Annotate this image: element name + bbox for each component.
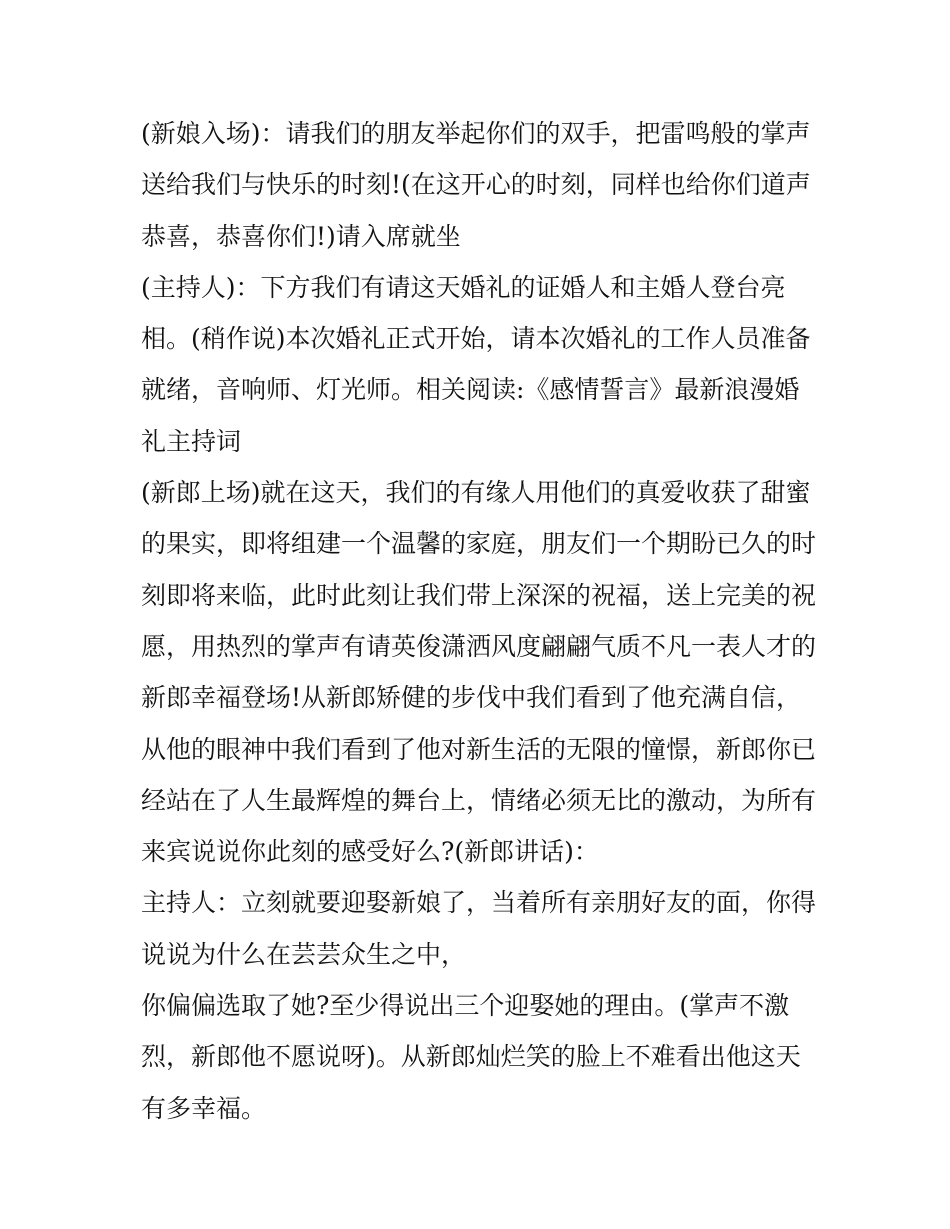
text-line: 从他的眼神中我们看到了他对新生活的无限的憧憬，新郎你已 bbox=[141, 734, 817, 764]
text-line: 经站在了人生最辉煌的舞台上，情绪必须无比的激动，为所有 bbox=[141, 785, 817, 815]
text-line: 就绪，音响师、灯光师。相关阅读:《感情誓言》最新浪漫婚 bbox=[141, 375, 800, 405]
text-line: (主持人)：下方我们有请这天婚礼的证婚人和主婚人登台亮 bbox=[141, 272, 786, 302]
text-line: 主持人：立刻就要迎娶新娘了，当着所有亲朋好友的面，你得 bbox=[141, 888, 817, 918]
text-line: 来宾说说你此刻的感受好么?(新郎讲话)： bbox=[141, 837, 599, 867]
text-line: 刻即将来临，此时此刻让我们带上深深的祝福，送上完美的祝 bbox=[141, 580, 817, 610]
text-line: 送给我们与快乐的时刻!(在这开心的时刻，同样也给你们道声 bbox=[141, 170, 811, 200]
text-line: 恭喜，恭喜你们!)请入席就坐 bbox=[141, 221, 461, 251]
text-line: 你偏偏选取了她?至少得说出三个迎娶她的理由。(掌声不激 bbox=[141, 991, 790, 1021]
text-line: 新郎幸福登场!从新郎矫健的步伐中我们看到了他充满自信， bbox=[141, 683, 802, 713]
text-line: (新娘入场)：请我们的朋友举起你们的双手，把雷鸣般的掌声 bbox=[141, 119, 811, 148]
text-line: 说说为什么在芸芸众生之中， bbox=[141, 939, 467, 969]
text-line: 的果实，即将组建一个温馨的家庭，朋友们一个期盼已久的时 bbox=[141, 529, 817, 559]
text-line: 烈，新郎他不愿说呀)。从新郎灿烂笑的脸上不难看出他这天 bbox=[141, 1042, 801, 1072]
document-body bbox=[141, 108, 821, 1134]
text-line: 有多幸福。 bbox=[141, 1093, 267, 1123]
text-line: 礼主持词 bbox=[141, 426, 242, 456]
text-line: 相。(稍作说)本次婚礼正式开始，请本次婚礼的工作人员准备 bbox=[141, 324, 811, 354]
text-line: (新郎上场)就在这天，我们的有缘人用他们的真爱收获了甜蜜 bbox=[141, 478, 811, 508]
text-line: 愿，用热烈的掌声有请英俊潇洒风度翩翩气质不凡一表人才的 bbox=[141, 631, 817, 661]
